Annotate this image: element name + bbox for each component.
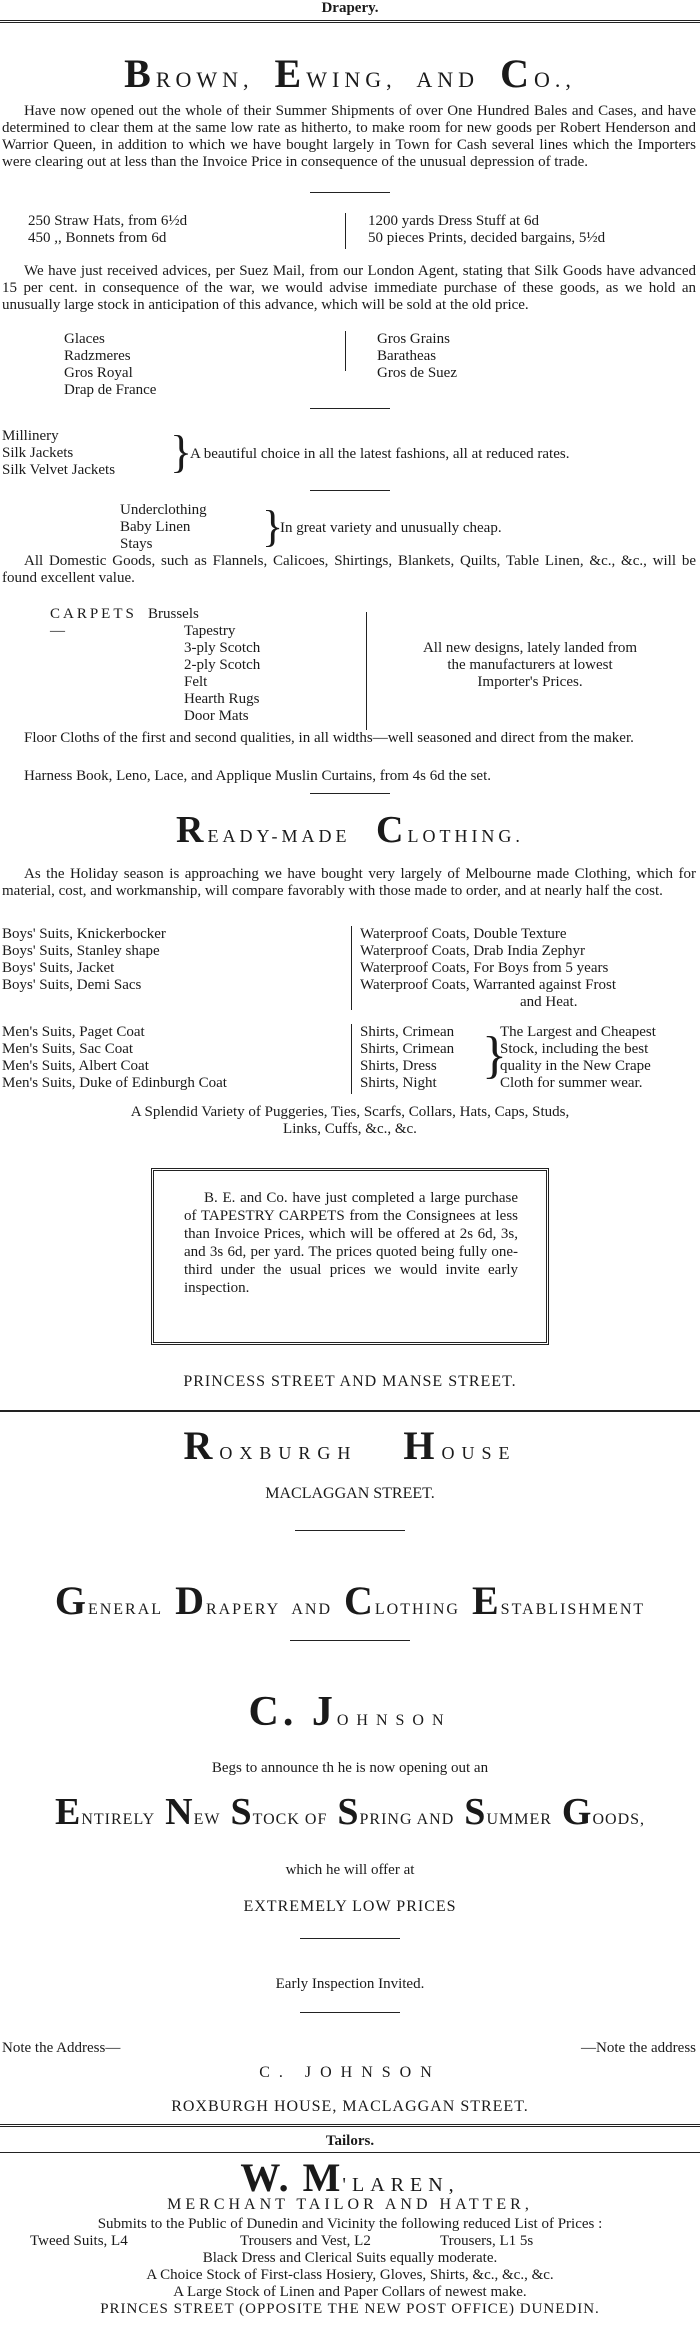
mlaren-address: PRINCES STREET (OPPOSITE THE NEW POST OFFICE) DUNEDIN. — [100, 2301, 600, 2317]
establishment-title: GENERAL DRAPERY AND CLOTHING ESTABLISHMENT — [54, 1578, 646, 1623]
underclothing-note: In great variety and unusually cheap. — [280, 520, 502, 536]
rule — [0, 490, 700, 491]
offers-right: 1200 yards Dress Stuff at 6d 50 pieces Prints, decided bargains, 5½d — [368, 213, 606, 246]
brace: } — [170, 426, 193, 477]
brown-intro: Have now opened out the whole of their Summer Shipments of over One Hundred Bales and Cases, and have determined to clear them at the same low rate as hitherto, to make room for new goods per Robert Henderson and Warrior Queen, in addition to which we have bought largely in Town for Cash several lines which the Importers were clearing out at less than the Invoice Price in consequence of the unusual depression of trade. — [2, 103, 696, 170]
divider — [351, 926, 352, 1010]
firm-name-brown-ewing: BROWN, EWING, AND CO., — [124, 51, 576, 96]
johnson-name: C. JOHNSON — [248, 1689, 452, 1735]
mlaren-name: W. M'LAREN, — [240, 2155, 460, 2200]
mens-suits: Men's Suits, Paget Coat Men's Suits, Sac Coat Men's Suits, Albert Coat Men's Suits, Duke of Edinburgh Coat — [2, 1024, 227, 1091]
rule — [0, 2152, 700, 2153]
brace: } — [262, 502, 284, 551]
rule — [0, 192, 700, 193]
rule — [0, 1938, 700, 1939]
puggeries: A Splendid Variety of Puggeries, Ties, Scarfs, Collars, Hats, Caps, Studs, Links, Cuffs, &c., &c. — [130, 1104, 570, 1137]
mlaren-hosiery: A Choice Stock of First-class Hosiery, Gloves, Shirts, &c., &c., &c. — [146, 2267, 554, 2283]
underclothing-items: Underclothing Baby Linen Stays — [120, 502, 207, 552]
rule — [0, 1530, 700, 1531]
floor-cloths: Floor Cloths of the first and second qualities, in all widths—well seasoned and direct from the maker. — [24, 730, 634, 746]
divider — [366, 612, 367, 730]
silks-left: Glaces Radzmeres Gros Royal Drap de France — [64, 331, 157, 398]
tapestry-notice: B. E. and Co. have just completed a large purchase of TAPESTRY CARPETS from the Consignees at less than Invoice Prices, which will be offered at 2s 6d, 3s, and 3s 6d, per yard. The prices quoted being fully one-third under the usual prices we would invite early inspection. — [184, 1190, 518, 1296]
shirts: Shirts, Crimean Shirts, Crimean Shirts, Dress Shirts, Night — [360, 1024, 455, 1091]
brown-address: PRINCESS STREET AND MANSE STREET. — [183, 1373, 517, 1390]
divider — [345, 213, 346, 249]
shirts-note: The Largest and Cheapest Stock, including the best quality in the New Crape Cloth for summer wear. — [500, 1024, 656, 1091]
harness-curtains: Harness Book, Leno, Lace, and Applique Muslin Curtains, from 4s 6d the set. — [24, 768, 492, 784]
millinery-items: Millinery Silk Jackets Silk Velvet Jackets — [2, 428, 116, 478]
section-header-tailors: Tailors. — [325, 2133, 375, 2149]
section-header-drapery: Drapery. — [321, 0, 379, 16]
carpets-label: CARPETS— — [50, 606, 137, 639]
offers-left: 250 Straw Hats, from 6½d 450 ,, Bonnets from 6d — [28, 213, 188, 246]
stock-title: ENTIRELY NEW STOCK OF SPRING AND SUMMER GOODS, — [54, 1791, 646, 1833]
mlaren-prices: Tweed Suits, L4 Trousers and Vest, L2 Trousers, L1 5s — [30, 2233, 534, 2249]
offer: which he will offer at — [285, 1862, 415, 1878]
millinery-note: A beautiful choice in all the latest fashions, all at reduced rates. — [190, 446, 570, 462]
mlaren-submits: Submits to the Public of Dunedin and Vicinity the following reduced List of Prices : — [97, 2216, 603, 2232]
rule — [0, 2124, 700, 2127]
mlaren-linen: A Large Stock of Linen and Paper Collars of newest make. — [173, 2284, 527, 2300]
rule — [0, 793, 700, 794]
note-left: Note the Address— — [2, 2040, 121, 2056]
domestic-goods: All Domestic Goods, such as Flannels, Calicoes, Shirtings, Blankets, Quilts, Table Linen, &c., &c., will be found excellent value. — [2, 553, 696, 586]
low-prices: EXTREMELY LOW PRICES — [243, 1898, 457, 1915]
carpets-items: Brussels Tapestry 3-ply Scotch 2-ply Scotch Felt Hearth Rugs Door Mats — [148, 606, 261, 724]
brace: } — [482, 1027, 507, 1084]
top-rule — [0, 20, 700, 23]
boys-suits: Boys' Suits, Knickerbocker Boys' Suits, Stanley shape Boys' Suits, Jacket Boys' Suits, Demi Sacs — [2, 926, 166, 993]
carpets-note: All new designs, lately landed from the manufacturers at lowest Importer's Prices. — [422, 640, 638, 690]
tapestry-notice-box — [151, 1168, 549, 1345]
roxburgh-street: MACLAGGAN STREET. — [265, 1485, 435, 1502]
divider — [351, 1024, 352, 1094]
mlaren-black-dress: Black Dress and Clerical Suits equally moderate. — [202, 2250, 498, 2266]
divider — [345, 331, 346, 371]
rule — [0, 408, 700, 409]
clothing-intro: As the Holiday season is approaching we have bought very largely of Melbourne made Clothing, which for material, cost, and workmanship, will compare favorably with those made to order, and at nearly half the cost. — [2, 866, 696, 899]
silk-paragraph: We have just received advices, per Suez Mail, from our London Agent, stating that Silk Goods have advanced 15 per cent. in consequence of the war, we would advise immediate purchase of these goods, as we hold an unusually large stock in anticipation of this advance, which will be sold at the old price. — [2, 263, 696, 313]
rule — [0, 1410, 700, 1412]
note-right: —Note the address — [581, 2040, 696, 2056]
inspection: Early Inspection Invited. — [275, 1976, 425, 1992]
johnson-signature: C. JOHNSON — [259, 2064, 441, 2081]
rule — [0, 1640, 700, 1641]
announce: Begs to announce th he is now opening out an — [211, 1760, 489, 1776]
johnson-address: ROXBURGH HOUSE, MACLAGGAN STREET. — [171, 2098, 529, 2115]
rule — [0, 2012, 700, 2013]
roxburgh-title: ROXBURGH HOUSE — [183, 1423, 517, 1468]
mlaren-trade: MERCHANT TAILOR AND HATTER, — [167, 2196, 533, 2213]
waterproof-coats: Waterproof Coats, Double Texture Waterproof Coats, Drab India Zephyr Waterproof Coats, For Boys from 5 years Waterproof Coats, Warranted against Frost and Heat. — [360, 926, 616, 1010]
silks-right: Gros Grains Baratheas Gros de Suez — [377, 331, 457, 381]
clothing-title: READY-MADE CLOTHING. — [176, 809, 524, 851]
